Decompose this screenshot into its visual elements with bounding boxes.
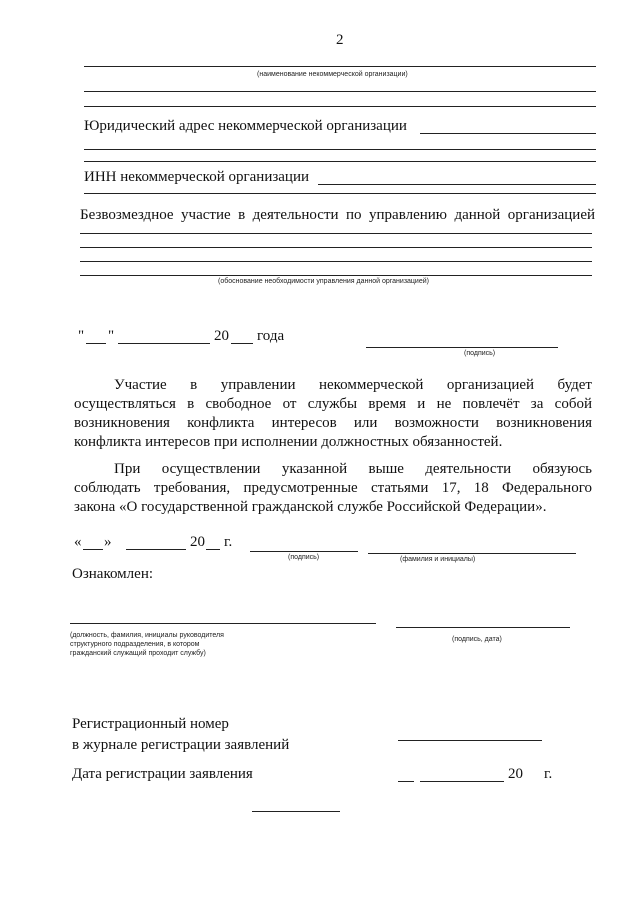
registration-number-line — [398, 740, 542, 741]
date2-year-line — [206, 549, 220, 550]
org-name-caption: (наименование некоммерческой организации) — [257, 71, 408, 78]
justification-line-2 — [80, 247, 592, 248]
org-name-line-3 — [84, 106, 596, 107]
justification-caption: (обоснование необходимости управления данной организацией) — [218, 278, 429, 285]
registration-date-label: Дата регистрации заявления — [72, 766, 253, 782]
obligation-paragraph: При осуществлении указанной выше деятельности обязуюсь соблюдать требования, предусмотренные статьями 17, 18 Федерального закона «О государственной гражданской службе Российской Федерации». — [74, 461, 592, 515]
date1-signature-caption: (подпись) — [464, 350, 496, 357]
legal-address-line-2 — [84, 149, 596, 150]
date2-month-line — [126, 549, 186, 550]
page-number: 2 — [336, 32, 344, 48]
justification-line-4 — [80, 275, 592, 276]
date1-quote-close: " — [108, 328, 115, 344]
supervisor-line — [70, 623, 376, 624]
date1-year-line — [231, 343, 253, 344]
inn-line-2 — [84, 193, 596, 194]
registration-date-year-suffix: г. — [544, 766, 553, 782]
date1-year-suffix: года — [257, 328, 285, 344]
bottom-line — [252, 811, 340, 812]
registration-date-day-line — [398, 781, 414, 782]
date1-year-prefix: 20 — [214, 328, 229, 344]
date1-month-line — [118, 343, 210, 344]
free-participation-label: Безвозмездное участие в деятельности по управлению данной организацией — [80, 207, 595, 223]
supervisor-caption: (должность, фамилия, инициалы руководителя структурного подразделения, в котором гражданский служащий проходит службу) — [70, 632, 224, 657]
signature-date-caption: (подпись, дата) — [452, 636, 502, 643]
date2-year-prefix: 20 — [190, 534, 205, 550]
inn-label: ИНН некоммерческой организации — [84, 169, 310, 185]
date1-quote-open: " — [78, 328, 85, 344]
signature-date-line — [396, 627, 570, 628]
legal-address-line — [420, 133, 596, 134]
date1-signature-line — [366, 347, 558, 348]
justification-line-3 — [80, 261, 592, 262]
date2-quote-open: « — [74, 534, 82, 550]
org-name-line — [84, 66, 596, 67]
acquainted-label: Ознакомлен: — [72, 566, 154, 582]
registration-date-year-prefix: 20 — [508, 766, 523, 782]
date2-quote-close: » — [104, 534, 112, 550]
date2-name-line — [368, 553, 576, 554]
justification-line-1 — [80, 233, 592, 234]
date2-year-suffix: г. — [224, 534, 233, 550]
inn-line — [318, 184, 596, 185]
date2-name-caption: (фамилия и инициалы) — [400, 556, 476, 563]
registration-number-label: Регистрационный номер в журнале регистрации заявлений — [72, 716, 290, 753]
participation-paragraph: Участие в управлении некоммерческой организацией будет осуществляться в свободное от службы время и не повлечёт за собой возникновения конфликта интересов или возможности возникновения конфликта интересов при исполнении должностных обязанностей. — [74, 377, 592, 450]
org-name-line-2 — [84, 91, 596, 92]
date2-signature-caption: (подпись) — [288, 554, 320, 561]
legal-address-line-3 — [84, 161, 596, 162]
registration-date-month-line — [420, 781, 504, 782]
date1-day-line — [86, 343, 106, 344]
legal-address-label: Юридический адрес некоммерческой организации — [84, 118, 407, 134]
date2-signature-line — [250, 551, 358, 552]
date2-day-line — [83, 549, 103, 550]
